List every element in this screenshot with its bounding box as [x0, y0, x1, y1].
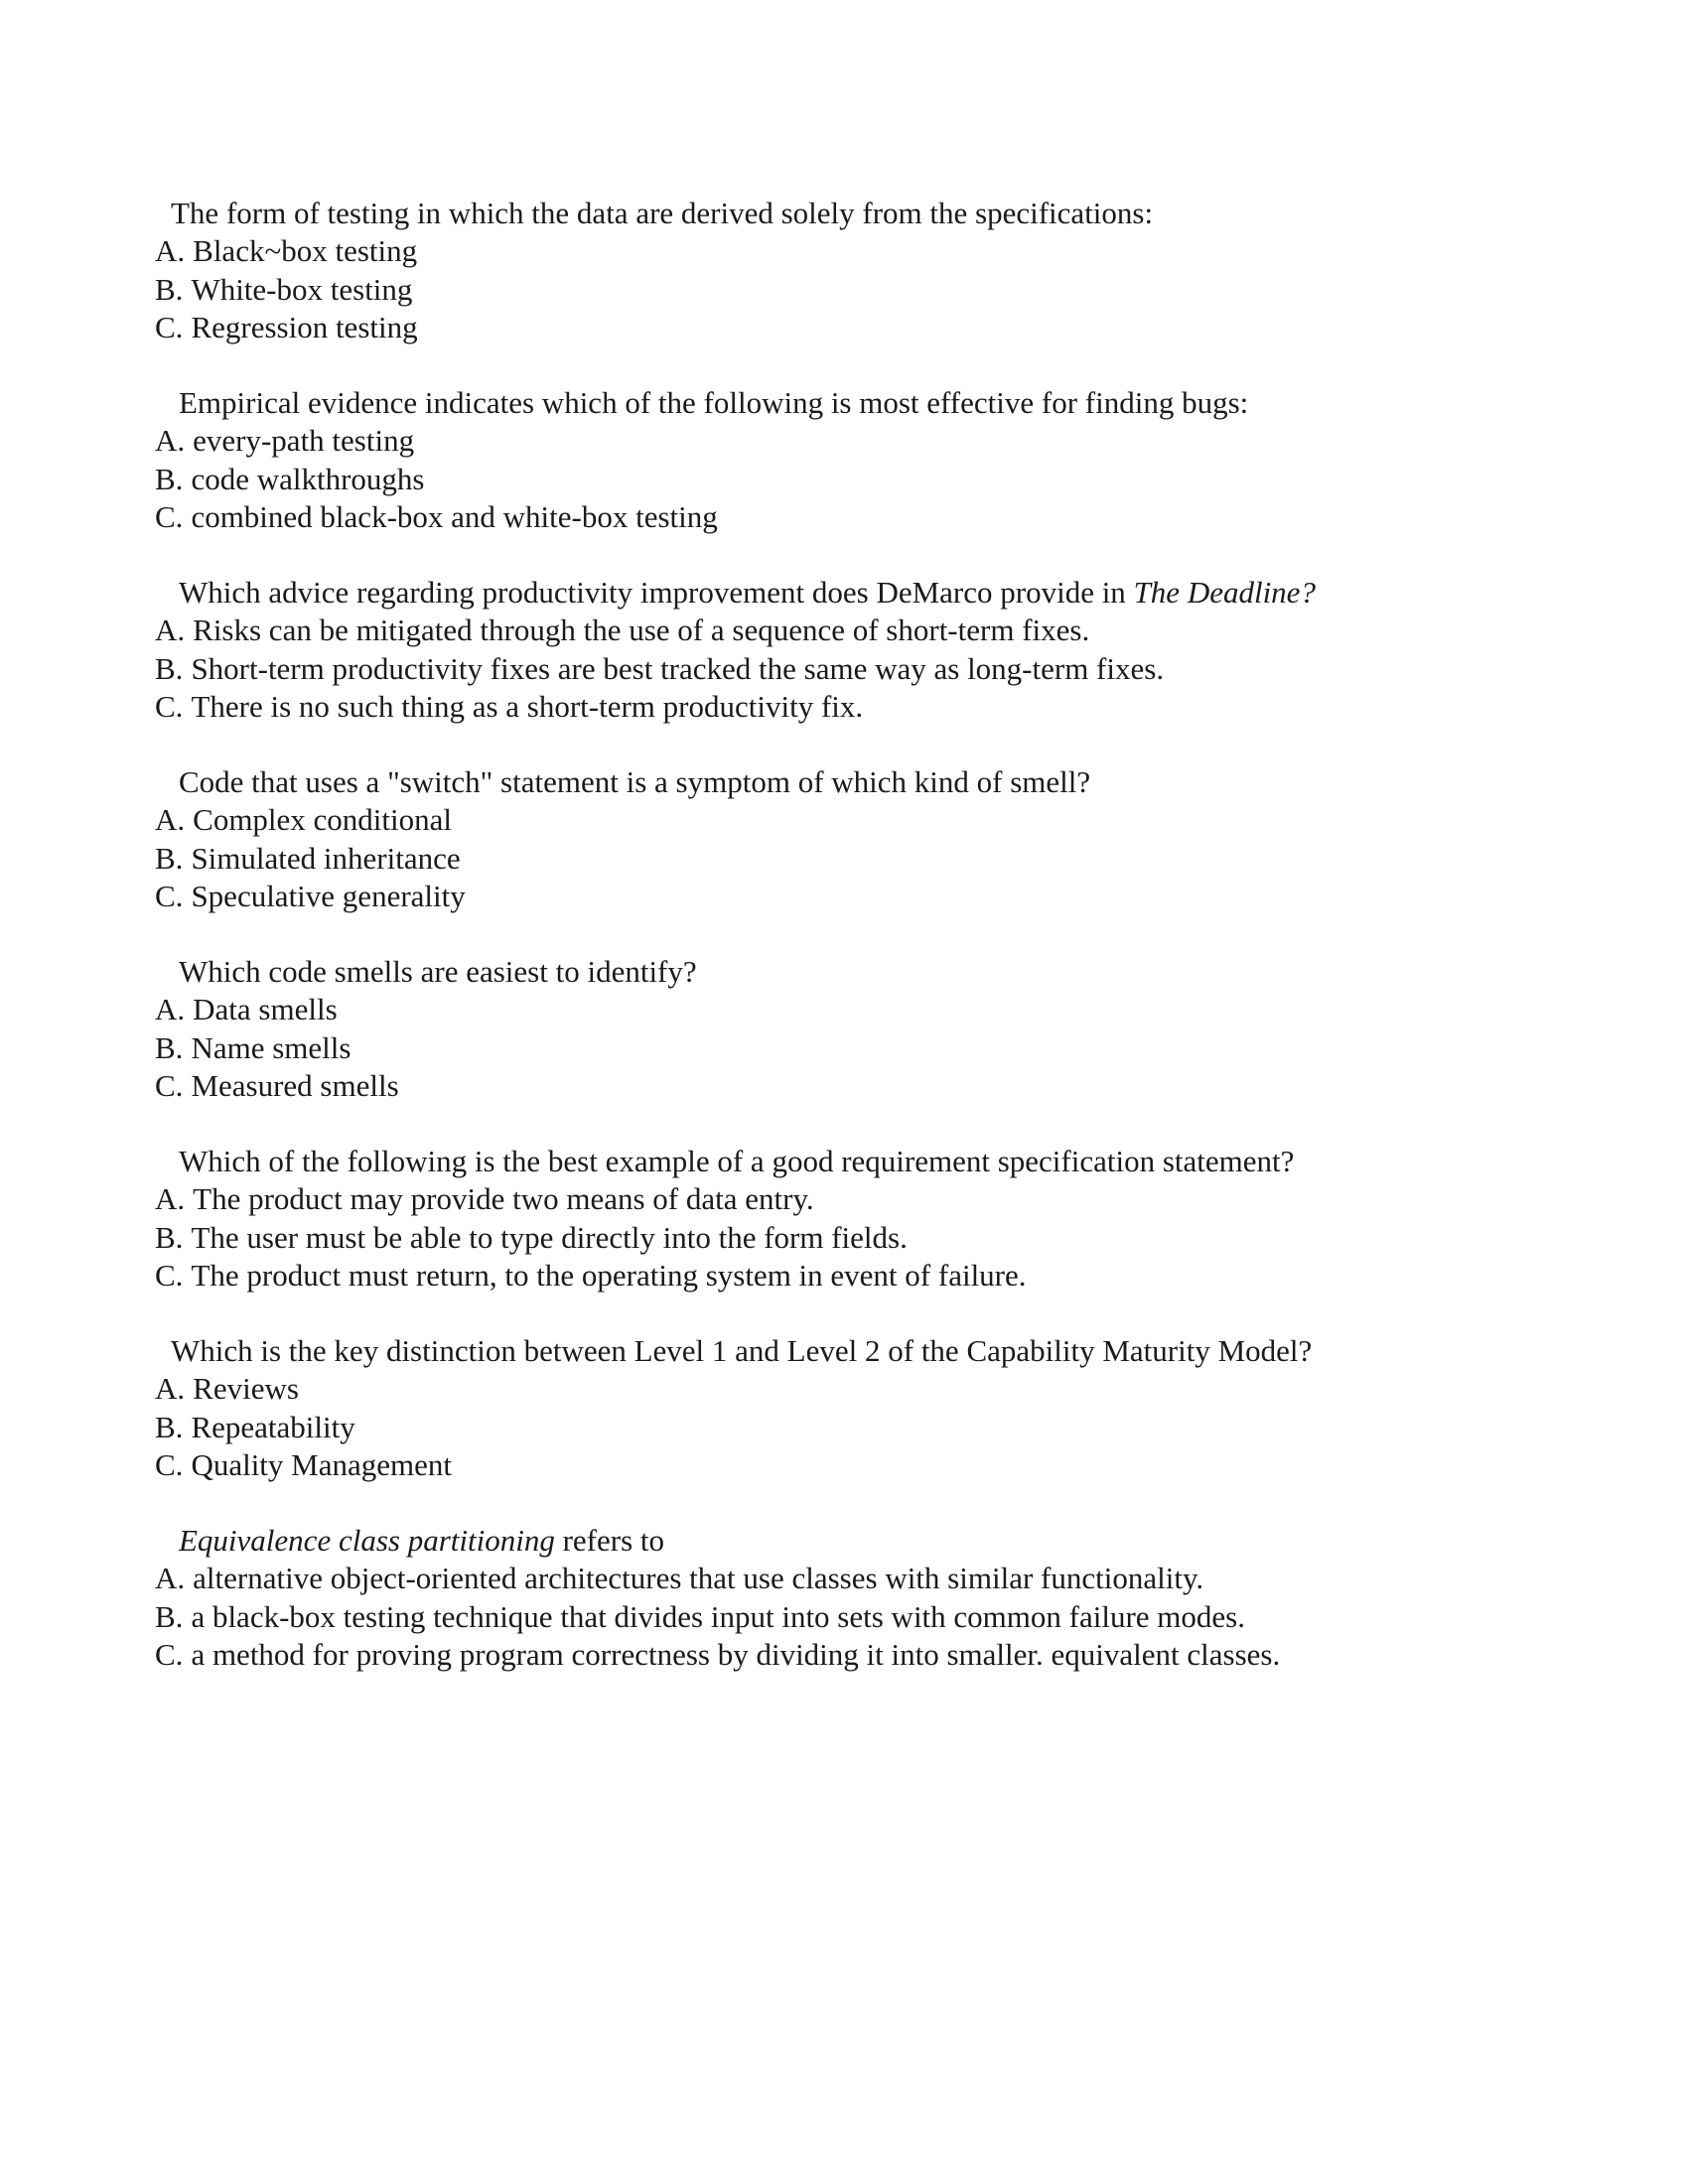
question-stem: Which is the key distinction between Level 1 and Level 2 of the Capability Maturity Model?: [171, 1333, 1313, 1368]
option-text: The user must be able to type directly into the form fields.: [191, 1219, 908, 1255]
option-c: [155, 1067, 1446, 1106]
option-text: Repeatability: [191, 1409, 355, 1444]
option-list: [155, 612, 1446, 727]
option-letter: C.: [155, 1258, 184, 1293]
question-2: [155, 384, 1446, 537]
question-stem: Empirical evidence indicates which of the following is most effective for finding bugs:: [179, 385, 1249, 420]
option-b: [155, 840, 1446, 879]
question-6: [155, 1143, 1446, 1296]
option-text: Short-term productivity fixes are best tracked the same way as long-term fixes.: [191, 650, 1165, 686]
term-italic: Equivalence class partitioning: [179, 1523, 555, 1558]
option-letter: B.: [155, 461, 184, 496]
option-b: [155, 1029, 1446, 1068]
option-c: [155, 498, 1446, 537]
option-text: combined black-box and white-box testing: [191, 499, 718, 534]
option-text: a method for proving program correctness by dividing it into smaller. equivalent classes.: [191, 1637, 1281, 1672]
option-a: [155, 991, 1446, 1029]
option-text: every-path testing: [193, 423, 415, 458]
option-a: [155, 422, 1446, 461]
option-text: The product may provide two means of data entry.: [193, 1181, 814, 1216]
option-list: [155, 1180, 1446, 1296]
option-text: alternative object-oriented architectures that use classes with similar functionality.: [193, 1561, 1204, 1595]
option-text: Reviews: [193, 1371, 299, 1406]
option-list: [155, 801, 1446, 916]
option-text: code walkthroughs: [191, 461, 425, 496]
option-text: a black-box testing technique that divides input into sets with common failure modes.: [191, 1598, 1245, 1634]
stem-text: refers to: [554, 1523, 664, 1558]
option-text: Speculative generality: [191, 879, 466, 913]
option-text: There is no such thing as a short-term productivity fix.: [191, 689, 864, 724]
option-letter: C.: [155, 1637, 184, 1672]
question-7: [155, 1332, 1446, 1485]
option-c: [155, 878, 1446, 916]
option-a: [155, 1560, 1446, 1598]
option-a: [155, 1180, 1446, 1219]
option-letter: C.: [155, 689, 184, 724]
option-list: [155, 422, 1446, 537]
option-letter: B.: [155, 271, 184, 307]
option-letter: A.: [155, 802, 186, 837]
option-text: Name smells: [191, 1029, 352, 1065]
option-c: [155, 1636, 1446, 1675]
option-letter: C.: [155, 310, 184, 344]
option-text: The product must return, to the operating system in event of failure.: [191, 1258, 1027, 1293]
option-letter: A.: [155, 1371, 186, 1406]
option-text: Risks can be mitigated through the use of a sequence of short-term fixes.: [193, 613, 1090, 647]
option-letter: B.: [155, 650, 184, 686]
option-a: [155, 801, 1446, 840]
option-text: Black~box testing: [193, 233, 418, 268]
question-stem: Code that uses a "switch" statement is a symptom of which kind of smell?: [179, 764, 1091, 799]
option-b: [155, 1219, 1446, 1258]
option-a: [155, 1370, 1446, 1409]
option-c: [155, 1257, 1446, 1296]
option-letter: B.: [155, 840, 184, 876]
option-letter: B.: [155, 1409, 184, 1444]
option-c: [155, 1446, 1446, 1485]
stem-text: Which advice regarding productivity improvement does DeMarco provide in: [179, 575, 1134, 610]
option-text: Quality Management: [191, 1447, 452, 1482]
option-c: [155, 309, 1446, 347]
option-text: White-box testing: [191, 271, 413, 307]
option-letter: A.: [155, 992, 186, 1026]
option-text: Simulated inheritance: [191, 840, 461, 876]
question-4: [155, 763, 1446, 916]
option-letter: C.: [155, 1447, 184, 1482]
question-stem: Which code smells are easiest to identify?: [179, 954, 697, 989]
option-b: [155, 650, 1446, 689]
option-list: [155, 1560, 1446, 1675]
option-list: [155, 991, 1446, 1106]
option-b: [155, 271, 1446, 310]
option-text: Data smells: [193, 992, 338, 1026]
option-letter: A.: [155, 233, 186, 268]
option-letter: A.: [155, 1181, 186, 1216]
option-b: [155, 461, 1446, 499]
option-letter: A.: [155, 423, 186, 458]
option-letter: B.: [155, 1598, 184, 1634]
book-title: The Deadline?: [1133, 575, 1316, 610]
option-a: [155, 612, 1446, 650]
question-stem: [155, 1522, 1446, 1560]
option-letter: B.: [155, 1029, 184, 1065]
option-list: [155, 1370, 1446, 1485]
question-5: [155, 953, 1446, 1106]
option-letter: C.: [155, 879, 184, 913]
option-c: [155, 688, 1446, 727]
option-list: [155, 232, 1446, 347]
option-letter: A.: [155, 1561, 186, 1595]
question-stem: [155, 574, 1446, 612]
option-letter: A.: [155, 613, 186, 647]
question-1: [155, 195, 1446, 347]
option-b: [155, 1409, 1446, 1447]
option-a: [155, 232, 1446, 271]
question-8: [155, 1522, 1446, 1675]
option-b: [155, 1598, 1446, 1637]
option-letter: C.: [155, 1068, 184, 1103]
option-text: Measured smells: [191, 1068, 399, 1103]
option-letter: C.: [155, 499, 184, 534]
question-3: [155, 574, 1446, 727]
option-text: Complex conditional: [193, 802, 453, 837]
option-letter: B.: [155, 1219, 184, 1255]
option-text: Regression testing: [191, 310, 418, 344]
question-stem: The form of testing in which the data are derived solely from the specifications:: [171, 196, 1154, 230]
question-stem: Which of the following is the best example of a good requirement specification statement?: [179, 1144, 1295, 1178]
